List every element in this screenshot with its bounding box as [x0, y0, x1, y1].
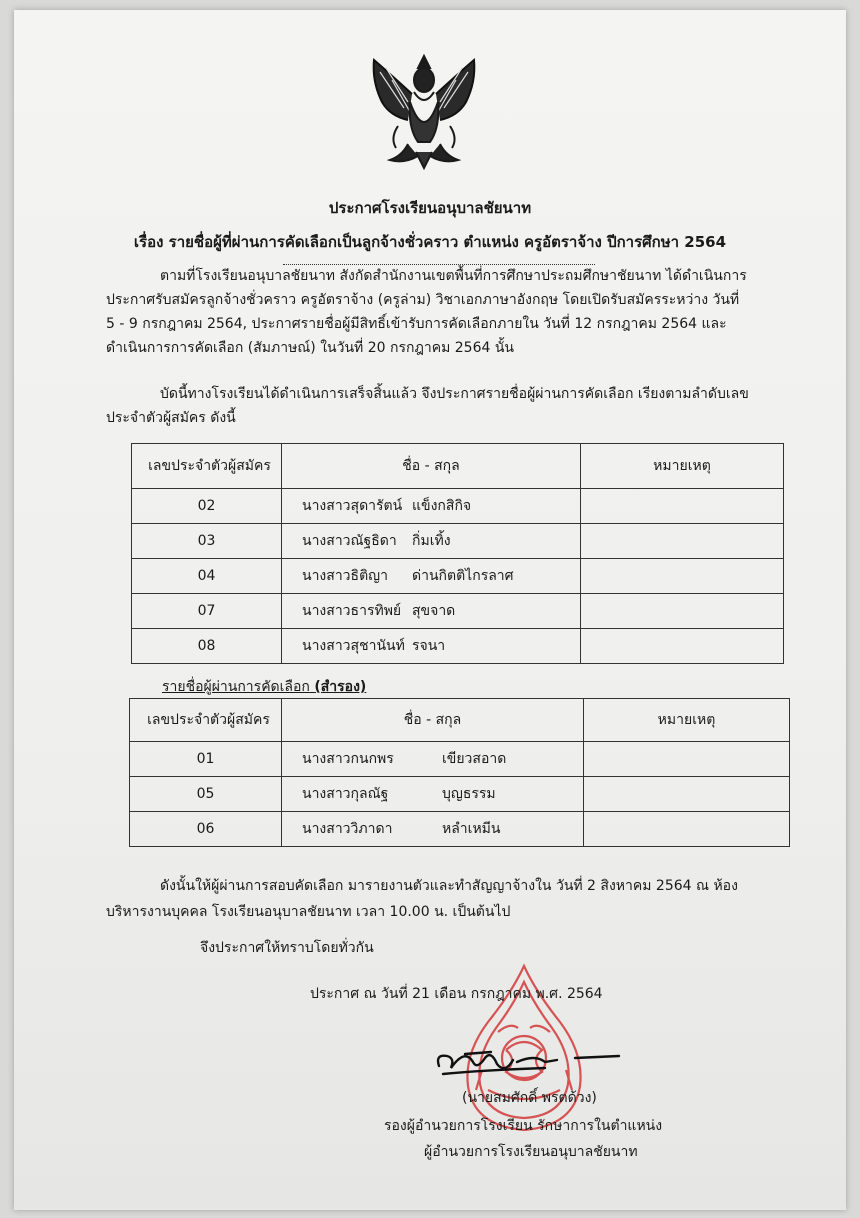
garuda-emblem-icon [368, 52, 480, 170]
first-name: นางสาวธิติญา [302, 568, 388, 584]
applicant-name [282, 629, 581, 664]
applicant-number: 06 [130, 812, 282, 847]
last-name: สุขจาด [412, 603, 456, 619]
applicant-name [282, 524, 581, 559]
first-name: นางสาวสุชานันท์ [302, 638, 405, 654]
last-name: เขียวสอาด [442, 751, 507, 767]
last-name: กิ่มเทิ้ง [412, 533, 451, 549]
announcement-date: ประกาศ ณ วันที่ 21 เดือน กรกฎาคม พ.ศ. 2564 [310, 986, 603, 1002]
applicant-number: 03 [132, 524, 282, 559]
header-full-name: ชื่อ - สกุล [282, 444, 581, 489]
applicant-name [282, 742, 584, 777]
applicant-number: 04 [132, 559, 282, 594]
first-name: นางสาวณัฐธิดา [302, 533, 397, 549]
signer-position-1: รองผู้อำนวยการโรงเรียน รักษาการในตำแหน่ง [384, 1118, 663, 1134]
first-name: นางสาวสุดารัตน์ [302, 498, 403, 514]
last-name: ด่านกิตติไกรลาศ [412, 568, 514, 584]
table-row [130, 812, 790, 847]
last-name: รจนา [412, 638, 446, 654]
first-name: นางสาวกนกพร [302, 751, 394, 767]
remark-cell [584, 742, 790, 777]
paragraph-3-line-2: บริหารงานบุคคล โรงเรียนอนุบาลชัยนาท เวลา 10.00 น. เป็นต้นไป [106, 904, 511, 920]
header-remark: หมายเหตุ [581, 444, 784, 489]
applicant-name [282, 777, 584, 812]
signer-position-2: ผู้อำนวยการโรงเรียนอนุบาลชัยนาท [424, 1144, 638, 1160]
reserve-tag: (สำรอง) [314, 679, 367, 695]
applicant-name [282, 559, 581, 594]
header-full-name: ชื่อ - สกุล [282, 699, 584, 742]
applicant-number: 01 [130, 742, 282, 777]
paragraph-3-line-1: ดังนั้นให้ผู้ผ่านการสอบคัดเลือก มารายงานตัวและทำสัญญาจ้างใน วันที่ 2 สิงหาคม 2564 ณ ห้อง [160, 878, 738, 894]
remark-cell [584, 777, 790, 812]
applicant-name [282, 594, 581, 629]
announcement-title: ประกาศโรงเรียนอนุบาลชัยนาท [328, 199, 532, 217]
table-header-row [132, 444, 784, 489]
paragraph-1-line-3: 5 - 9 กรกฎาคม 2564, ประกาศรายชื่อผู้มีสิทธิ์เข้ารับการคัดเลือกภายใน วันที่ 12 กรกฎาคม 2564 และ [106, 316, 727, 332]
header-applicant-number: เลขประจำตัวผู้สมัคร [132, 444, 282, 489]
table-row [132, 559, 784, 594]
applicant-number: 02 [132, 489, 282, 524]
announcement-subject: เรื่อง รายชื่อผู้ที่ผ่านการคัดเลือกเป็นลูกจ้างชั่วคราว ตำแหน่ง ครูอัตราจ้าง ปีการศึกษา 2564 [133, 233, 727, 251]
handwritten-signature-icon [425, 1040, 625, 1080]
table-row [130, 777, 790, 812]
table-row [130, 742, 790, 777]
header-remark: หมายเหตุ [584, 699, 790, 742]
first-name: นางสาวกุลณัฐ [302, 786, 389, 802]
paragraph-1-line-2: ประกาศรับสมัครลูกจ้างชั่วคราว ครูอัตราจ้าง (ครูล่าม) วิชาเอกภาษาอังกฤษ โดยเปิดรับสมัครระหว่าง วันที่ [106, 292, 740, 308]
paragraph-2-line-1: บัดนี้ทางโรงเรียนได้ดำเนินการเสร็จสิ้นแล้ว จึงประกาศรายชื่อผู้ผ่านการคัดเลือก เรียงตามลำดับเลข [160, 386, 749, 402]
applicant-name [282, 489, 581, 524]
closing-statement: จึงประกาศให้ทราบโดยทั่วกัน [200, 940, 374, 956]
last-name: หลำเหมีน [442, 821, 501, 837]
signer-name: (นายสมศักดิ์ พรตด้วง) [462, 1090, 597, 1106]
header-applicant-number: เลขประจำตัวผู้สมัคร [130, 699, 282, 742]
table-row [132, 524, 784, 559]
table-header-row [130, 699, 790, 742]
remark-cell [581, 559, 784, 594]
table-row [132, 489, 784, 524]
remark-cell [584, 812, 790, 847]
paragraph-1-line-1: ตามที่โรงเรียนอนุบาลชัยนาท สังกัดสำนักงานเขตพื้นที่การศึกษาประถมศึกษาชัยนาท ได้ดำเนินการ [160, 268, 747, 284]
paragraph-2-line-2: ประจำตัวผู้สมัคร ดังนี้ [106, 410, 236, 426]
last-name: บุญธรรม [442, 786, 496, 802]
last-name: แข็งกสิกิจ [412, 498, 472, 514]
applicant-number: 08 [132, 629, 282, 664]
applicant-number: 07 [132, 594, 282, 629]
remark-cell [581, 629, 784, 664]
first-name: นางสาวธารทิพย์ [302, 603, 402, 619]
table-row [132, 594, 784, 629]
selected-candidates-table [131, 443, 784, 664]
remark-cell [581, 594, 784, 629]
reserve-title-text: รายชื่อผู้ผ่านการคัดเลือก [162, 679, 310, 695]
applicant-name [282, 812, 584, 847]
reserve-candidates-table [129, 698, 790, 847]
remark-cell [581, 489, 784, 524]
applicant-number: 05 [130, 777, 282, 812]
reserve-list-title [162, 676, 366, 698]
table-row [132, 629, 784, 664]
paragraph-1-line-4: ดำเนินการการคัดเลือก (สัมภาษณ์) ในวันที่ 20 กรกฎาคม 2564 นั้น [106, 340, 514, 356]
first-name: นางสาววิภาดา [302, 821, 393, 837]
remark-cell [581, 524, 784, 559]
